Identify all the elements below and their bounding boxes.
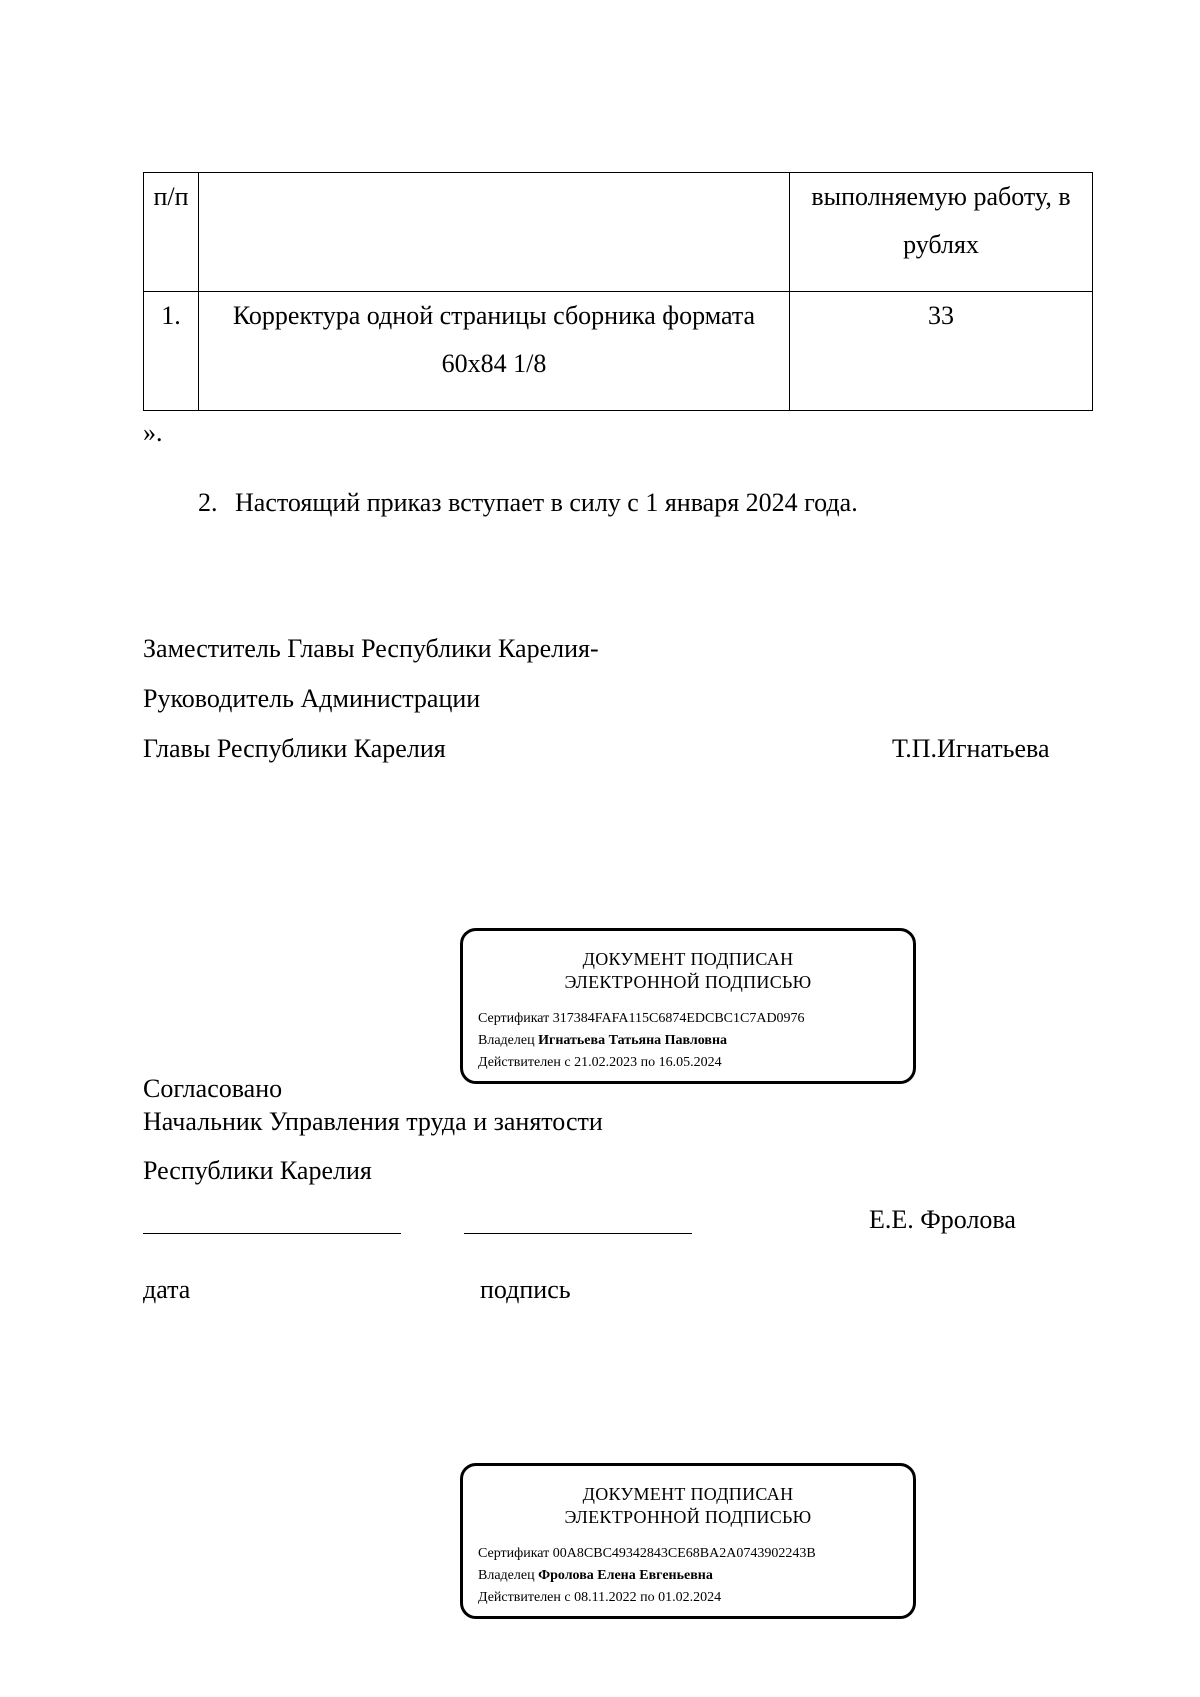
signer-name: Т.П.Игнатьева: [892, 734, 1050, 763]
agreed-line2: Республики Карелия: [143, 1156, 372, 1185]
agreed-name: Е.Е. Фролова: [869, 1205, 1016, 1234]
closing-quote: ».: [143, 418, 163, 447]
stamp-certificate: Сертификат 00A8CBC49342843CE68BA2A0743902243B: [478, 1546, 816, 1561]
item-2-text: Настоящий приказ вступает в силу с 1 января 2024 года.: [235, 488, 858, 517]
signer-title-line3: Главы Республики Карелия: [143, 734, 446, 763]
signature-label: подпись: [480, 1275, 571, 1304]
e-signature-stamp-2: [460, 1463, 916, 1619]
signer-title-line2: Руководитель Администрации: [143, 684, 481, 713]
stamp-title-line2: ЭЛЕКТРОННОЙ ПОДПИСЬЮ: [564, 1507, 812, 1527]
agreed-heading: Согласовано: [143, 1074, 283, 1103]
row-cell-num: 1.: [144, 292, 199, 411]
stamp-certificate: Сертификат 317384FAFA115C6874EDCBC1C7AD0976: [478, 1011, 805, 1026]
rates-table: [143, 172, 1093, 411]
stamp-validity: Действителен с 21.02.2023 по 16.05.2024: [478, 1055, 722, 1070]
stamp-title-line1: ДОКУМЕНТ ПОДПИСАН: [582, 1484, 794, 1504]
stamp-owner: Владелец Игнатьева Татьяна Павловна: [478, 1033, 728, 1048]
header-cell-num: п/п: [144, 173, 199, 292]
stamp-title-line2: ЭЛЕКТРОННОЙ ПОДПИСЬЮ: [564, 972, 812, 992]
table-row: [144, 292, 1093, 411]
stamp-title-line1: ДОКУМЕНТ ПОДПИСАН: [582, 949, 794, 969]
e-signature-stamp-1: [460, 928, 916, 1084]
agreed-line1: Начальник Управления труда и занятости: [143, 1107, 603, 1136]
header-cell-name: [199, 173, 790, 292]
date-label: дата: [143, 1275, 191, 1304]
signer-title-line1: Заместитель Главы Республики Карелия-: [143, 634, 599, 663]
row-cell-name: Корректура одной страницы сборника формата 60x84 1/8: [199, 292, 790, 411]
stamp-validity: Действителен с 08.11.2022 по 01.02.2024: [478, 1590, 722, 1605]
table-header-row: [144, 173, 1093, 292]
row-cell-price: 33: [790, 292, 1093, 411]
stamp-owner: Владелец Фролова Елена Евгеньевна: [478, 1568, 713, 1583]
date-field-line: [143, 1233, 401, 1234]
signature-field-line: [464, 1233, 692, 1234]
item-2-number: 2.: [198, 488, 218, 517]
header-cell-price: выполняемую работу, в рублях: [790, 173, 1093, 292]
